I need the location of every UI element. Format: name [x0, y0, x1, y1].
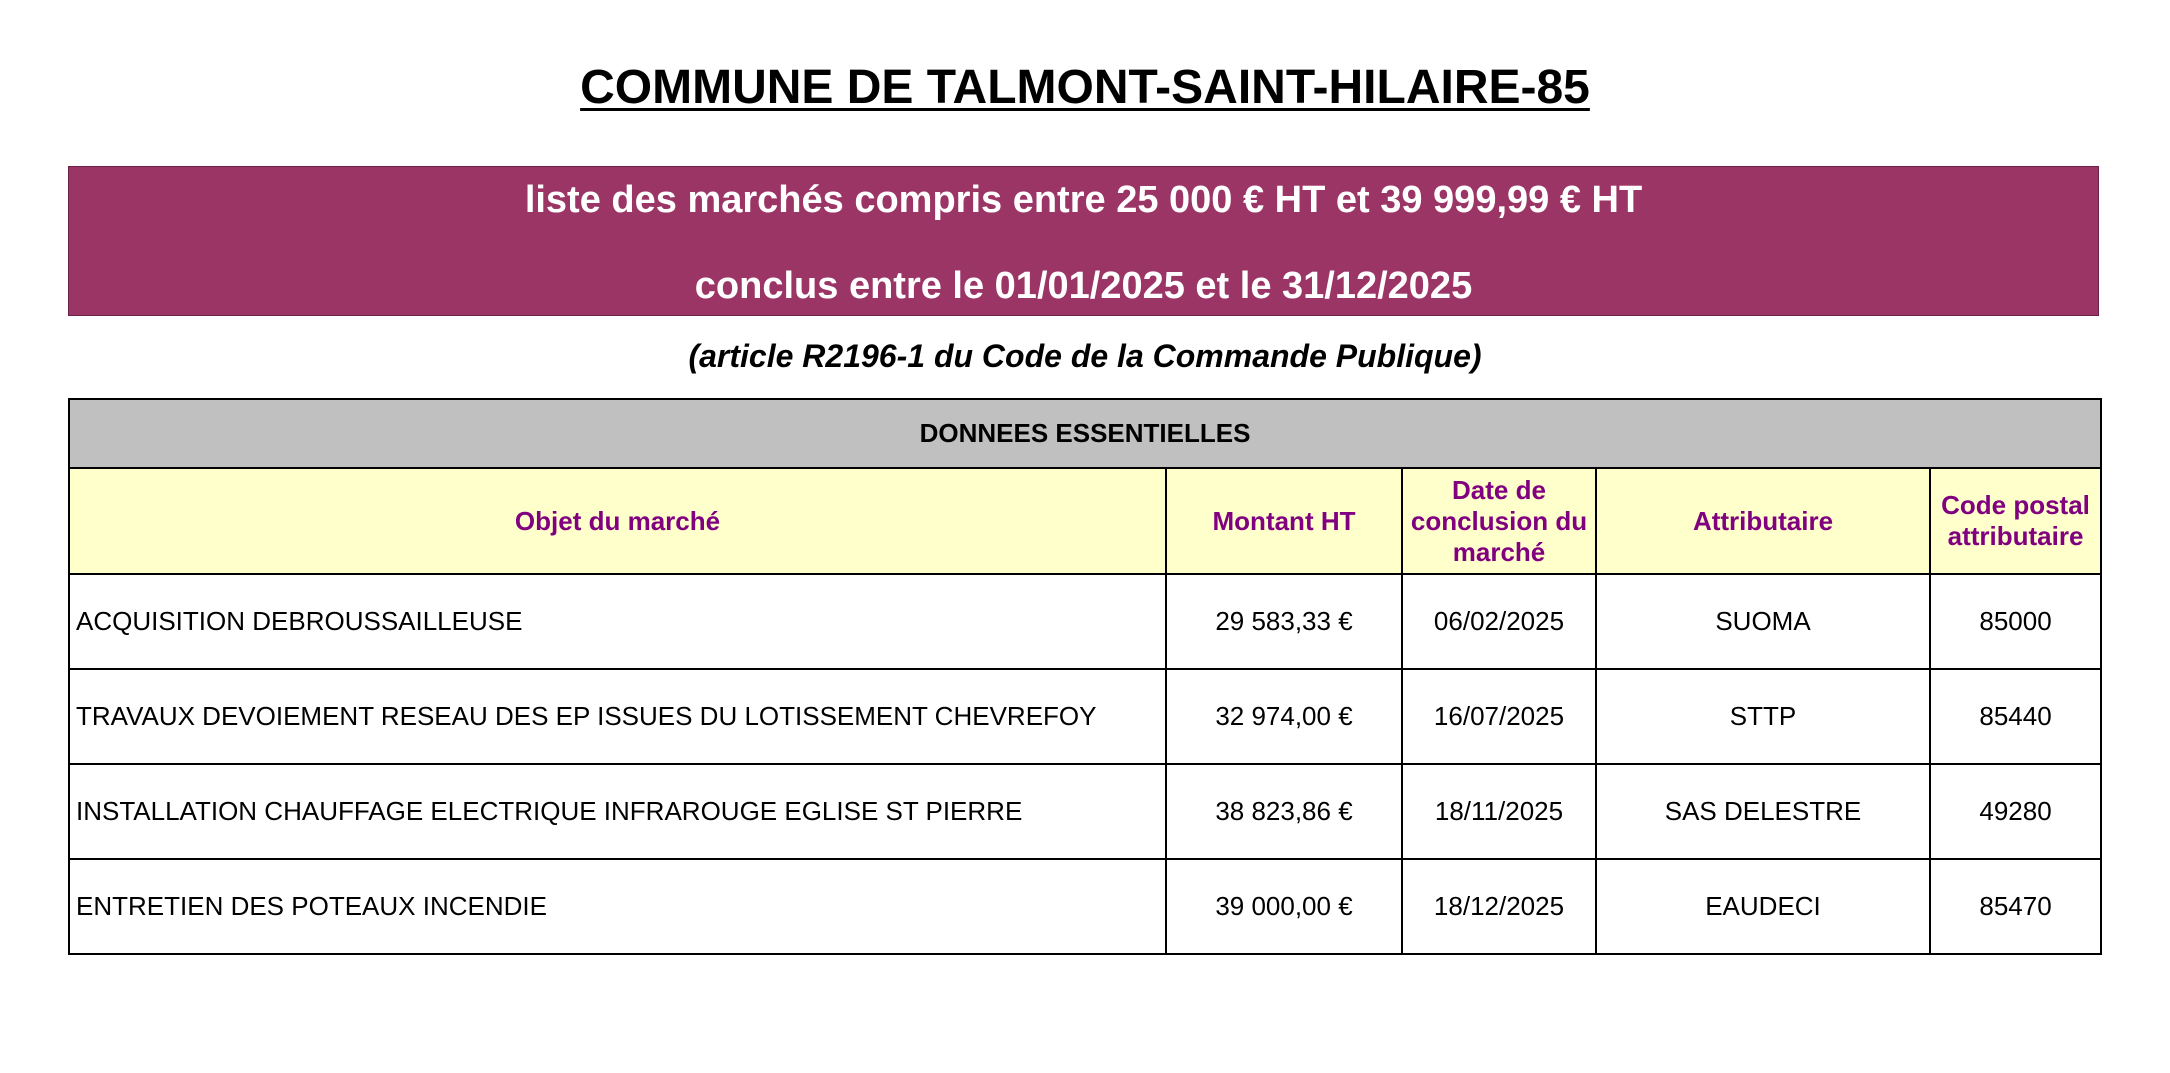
cell-code-postal: 85440: [1930, 669, 2101, 764]
cell-objet: ACQUISITION DEBROUSSAILLEUSE: [69, 574, 1166, 669]
cell-code-postal: 85000: [1930, 574, 2101, 669]
cell-montant: 39 000,00 €: [1166, 859, 1402, 954]
cell-date: 18/11/2025: [1402, 764, 1596, 859]
table-row: [69, 764, 2101, 859]
table-row: [69, 574, 2101, 669]
cell-attributaire: SAS DELESTRE: [1596, 764, 1930, 859]
column-header-montant: Montant HT: [1166, 468, 1402, 574]
table-row: [69, 669, 2101, 764]
banner-date-range: conclus entre le 01/01/2025 et le 31/12/2025: [694, 265, 1473, 307]
column-header-attributaire: Attributaire: [1596, 468, 1930, 574]
banner-amount-range: liste des marchés compris entre 25 000 € HT et 39 999,99 € HT: [524, 179, 1643, 221]
cell-code-postal: 49280: [1930, 764, 2101, 859]
cell-attributaire: SUOMA: [1596, 574, 1930, 669]
cell-montant: 38 823,86 €: [1166, 764, 1402, 859]
column-header-row: [69, 468, 2101, 574]
cell-objet: INSTALLATION CHAUFFAGE ELECTRIQUE INFRAROUGE EGLISE ST PIERRE: [69, 764, 1166, 859]
section-title: DONNEES ESSENTIELLES: [69, 399, 2101, 468]
cell-date: 18/12/2025: [1402, 859, 1596, 954]
cell-montant: 32 974,00 €: [1166, 669, 1402, 764]
cell-objet: ENTRETIEN DES POTEAUX INCENDIE: [69, 859, 1166, 954]
table-row: [69, 859, 2101, 954]
column-header-objet: Objet du marché: [69, 468, 1166, 574]
cell-attributaire: EAUDECI: [1596, 859, 1930, 954]
title-banner: [68, 166, 2099, 316]
cell-date: 06/02/2025: [1402, 574, 1596, 669]
cell-code-postal: 85470: [1930, 859, 2101, 954]
column-header-date: Date de conclusion du marché: [1402, 468, 1596, 574]
cell-objet: TRAVAUX DEVOIEMENT RESEAU DES EP ISSUES DU LOTISSEMENT CHEVREFOY: [69, 669, 1166, 764]
cell-montant: 29 583,33 €: [1166, 574, 1402, 669]
legal-reference: (article R2196-1 du Code de la Commande Publique): [688, 338, 1482, 374]
cell-attributaire: STTP: [1596, 669, 1930, 764]
page-title: COMMUNE DE TALMONT-SAINT-HILAIRE-85: [580, 61, 1590, 114]
contracts-table: [68, 398, 2102, 955]
column-header-code-postal: Code postal attributaire: [1930, 468, 2101, 574]
cell-date: 16/07/2025: [1402, 669, 1596, 764]
